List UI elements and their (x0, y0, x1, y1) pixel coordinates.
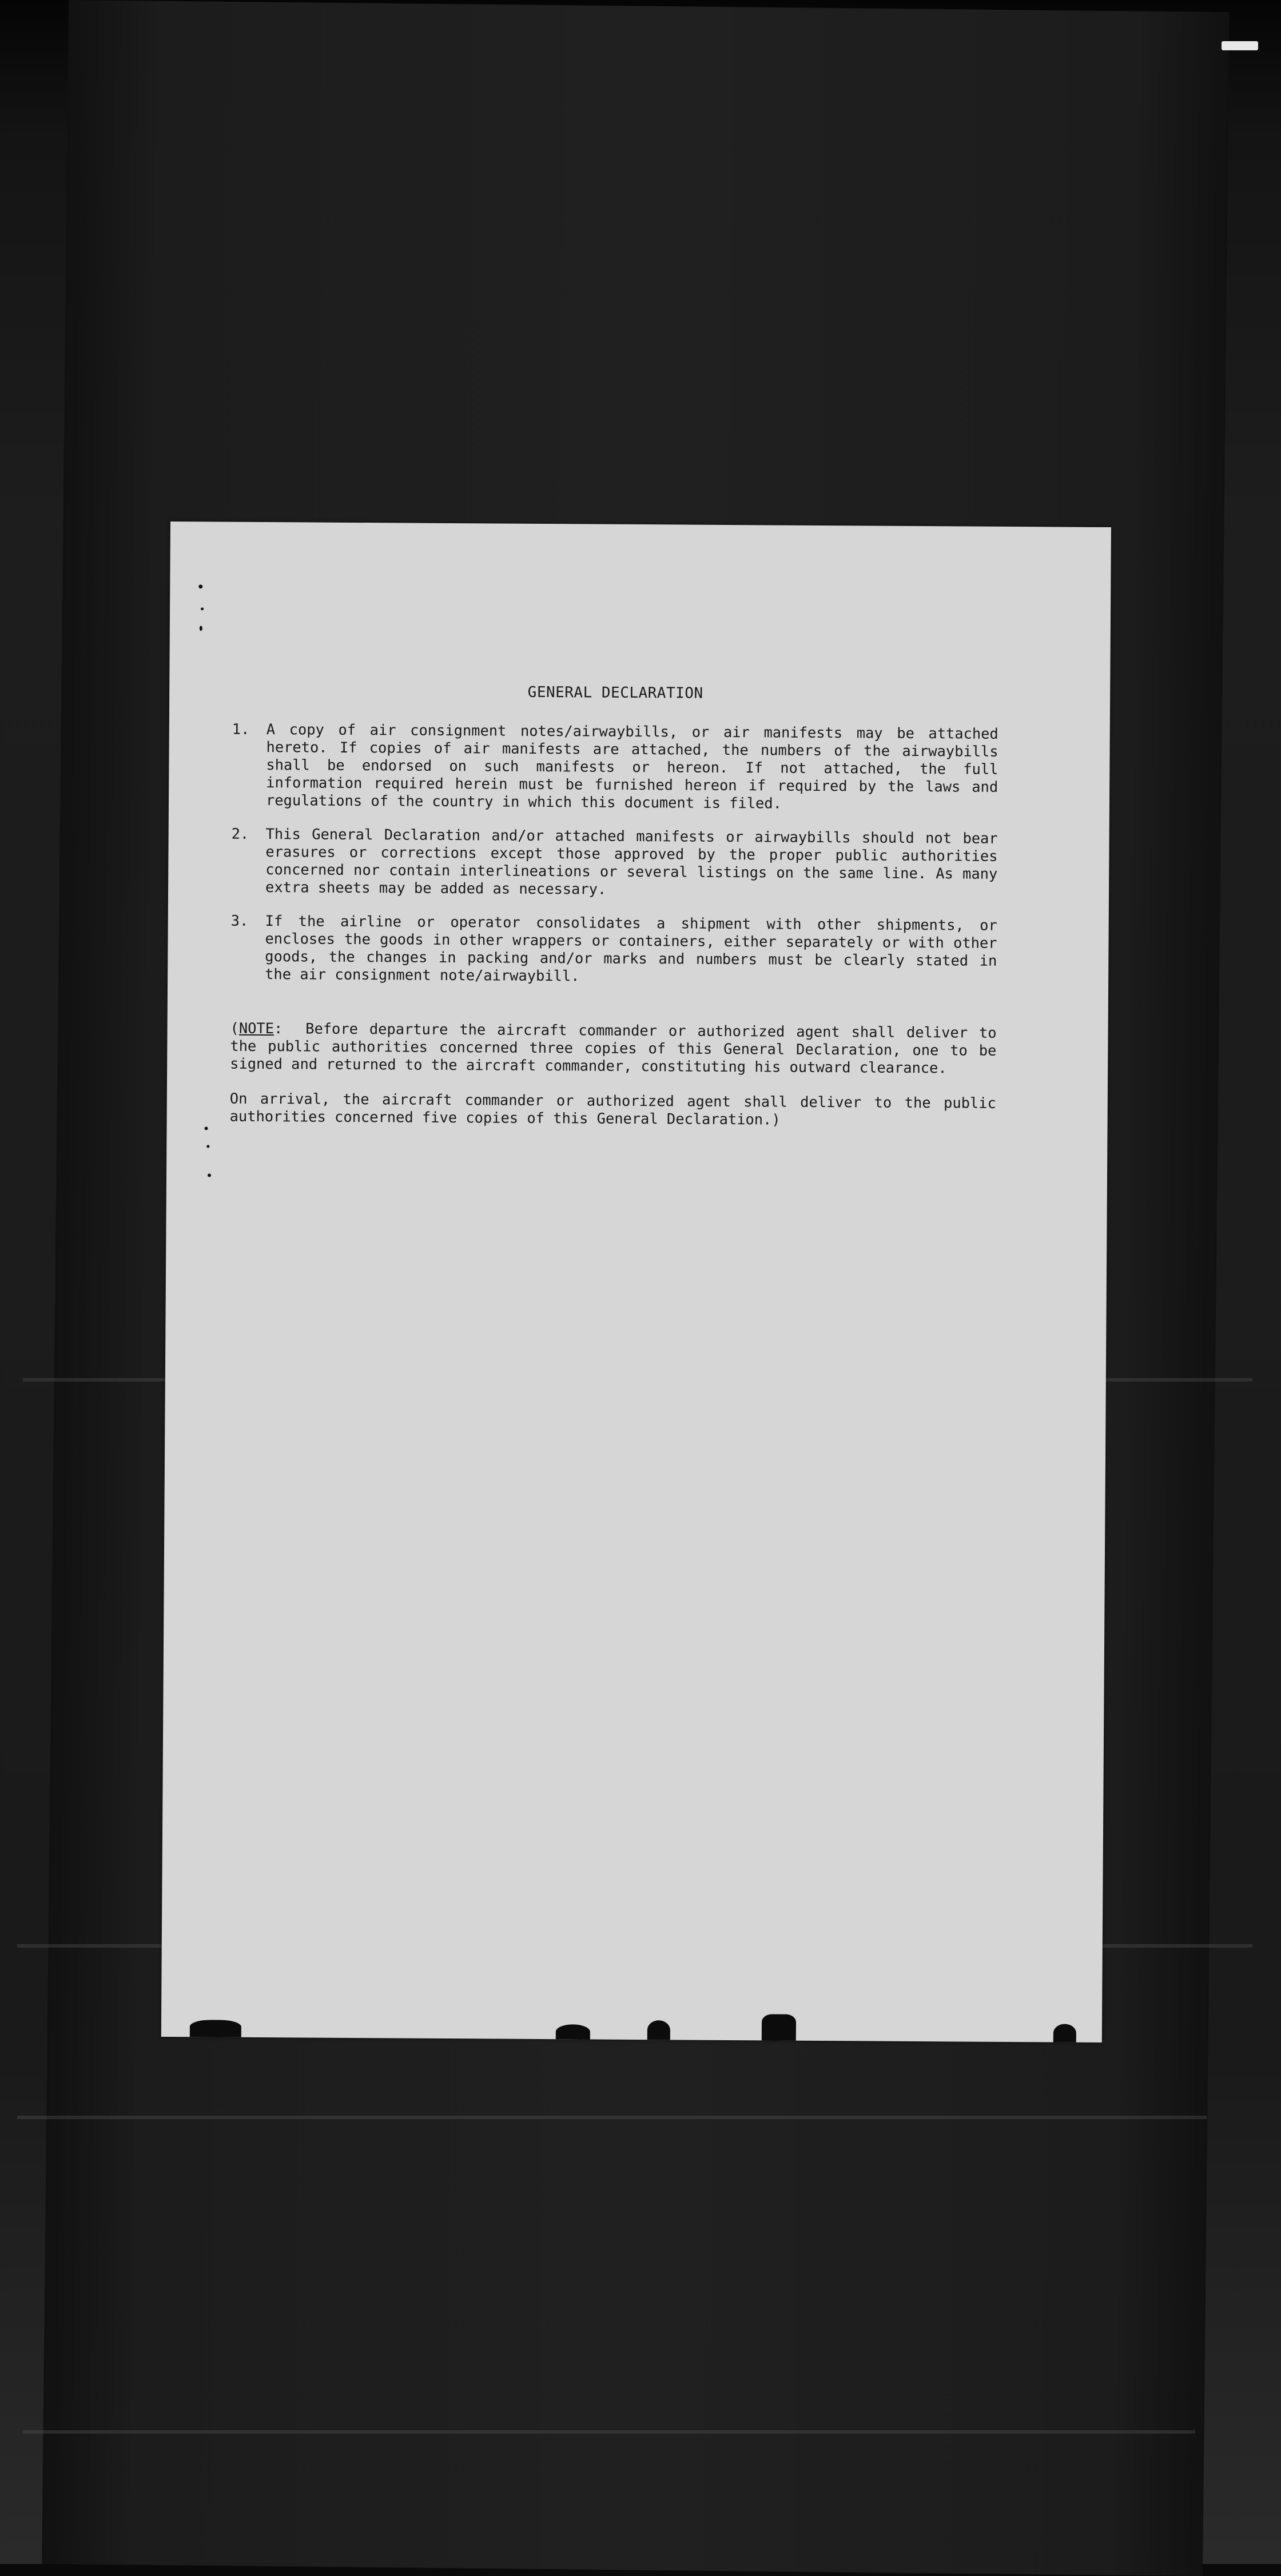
film-streak (17, 2116, 1207, 2119)
edge-damage (190, 2020, 241, 2037)
film-streak (23, 2430, 1195, 2434)
note-text: Before departure the aircraft commander or authorized agent shall deliver to the public authorities concerned three copies of this General Declaration, one to be signed and returned to the aircraft commander, constituting his outward clearance. (230, 1020, 997, 1077)
speck (200, 626, 202, 631)
clause-number: 3. (230, 911, 249, 929)
clause-text: This General Declaration and/or attached manifests or airwaybills should not bear erasures or corrections except those approved by the proper public authorities concerned nor contain interlineations or several listings on the same line. As many extra sheets may be added as necessary. (265, 825, 998, 898)
clause-text: A copy of air consignment notes/airwaybills, or air manifests may be attached hereto. If copies of air manifests are attached, the numbers of the airwaybills shall be endorsed on such manifests or hereon. If not attached, the full information required herein must be furnished hereon if required by the laws and regulations of the country in which this document is filed. (265, 720, 998, 812)
edge-damage (762, 2014, 796, 2040)
clause (231, 825, 998, 901)
speck (198, 584, 202, 588)
declaration-body (229, 682, 998, 1147)
edge-damage (556, 2024, 590, 2039)
note-paragraph (230, 1020, 997, 1077)
clause-text: If the airline or operator consolidates a shipment with other shipments, or encloses the goods in other wrappers or containers, either separately or with other goods, the changes in packing and/or marks and numbers must be clearly stated in the air consignment note/airwaybill. (265, 912, 997, 985)
document-page (161, 521, 1111, 2043)
clause (230, 912, 997, 988)
document-title: GENERAL DECLARATION (527, 683, 703, 702)
note-colon: : (273, 1020, 283, 1037)
edge-damage (647, 2020, 670, 2040)
speck (208, 1173, 211, 1177)
clause-number: 1. (232, 720, 250, 738)
note-paragraph: On arrival, the aircraft commander or authorized agent shall deliver to the public authorities concerned five copies of this General Declaration.) (229, 1089, 996, 1128)
edge-damage (1053, 2024, 1076, 2042)
speck (201, 607, 204, 610)
speck (206, 1145, 209, 1148)
speck (204, 1126, 208, 1130)
corner-mark (1222, 41, 1258, 50)
note-label: NOTE (238, 1019, 274, 1037)
note-open-paren: ( (230, 1019, 239, 1037)
clause-number: 2. (231, 825, 249, 842)
clause (232, 720, 998, 814)
note-section (230, 1020, 997, 1130)
